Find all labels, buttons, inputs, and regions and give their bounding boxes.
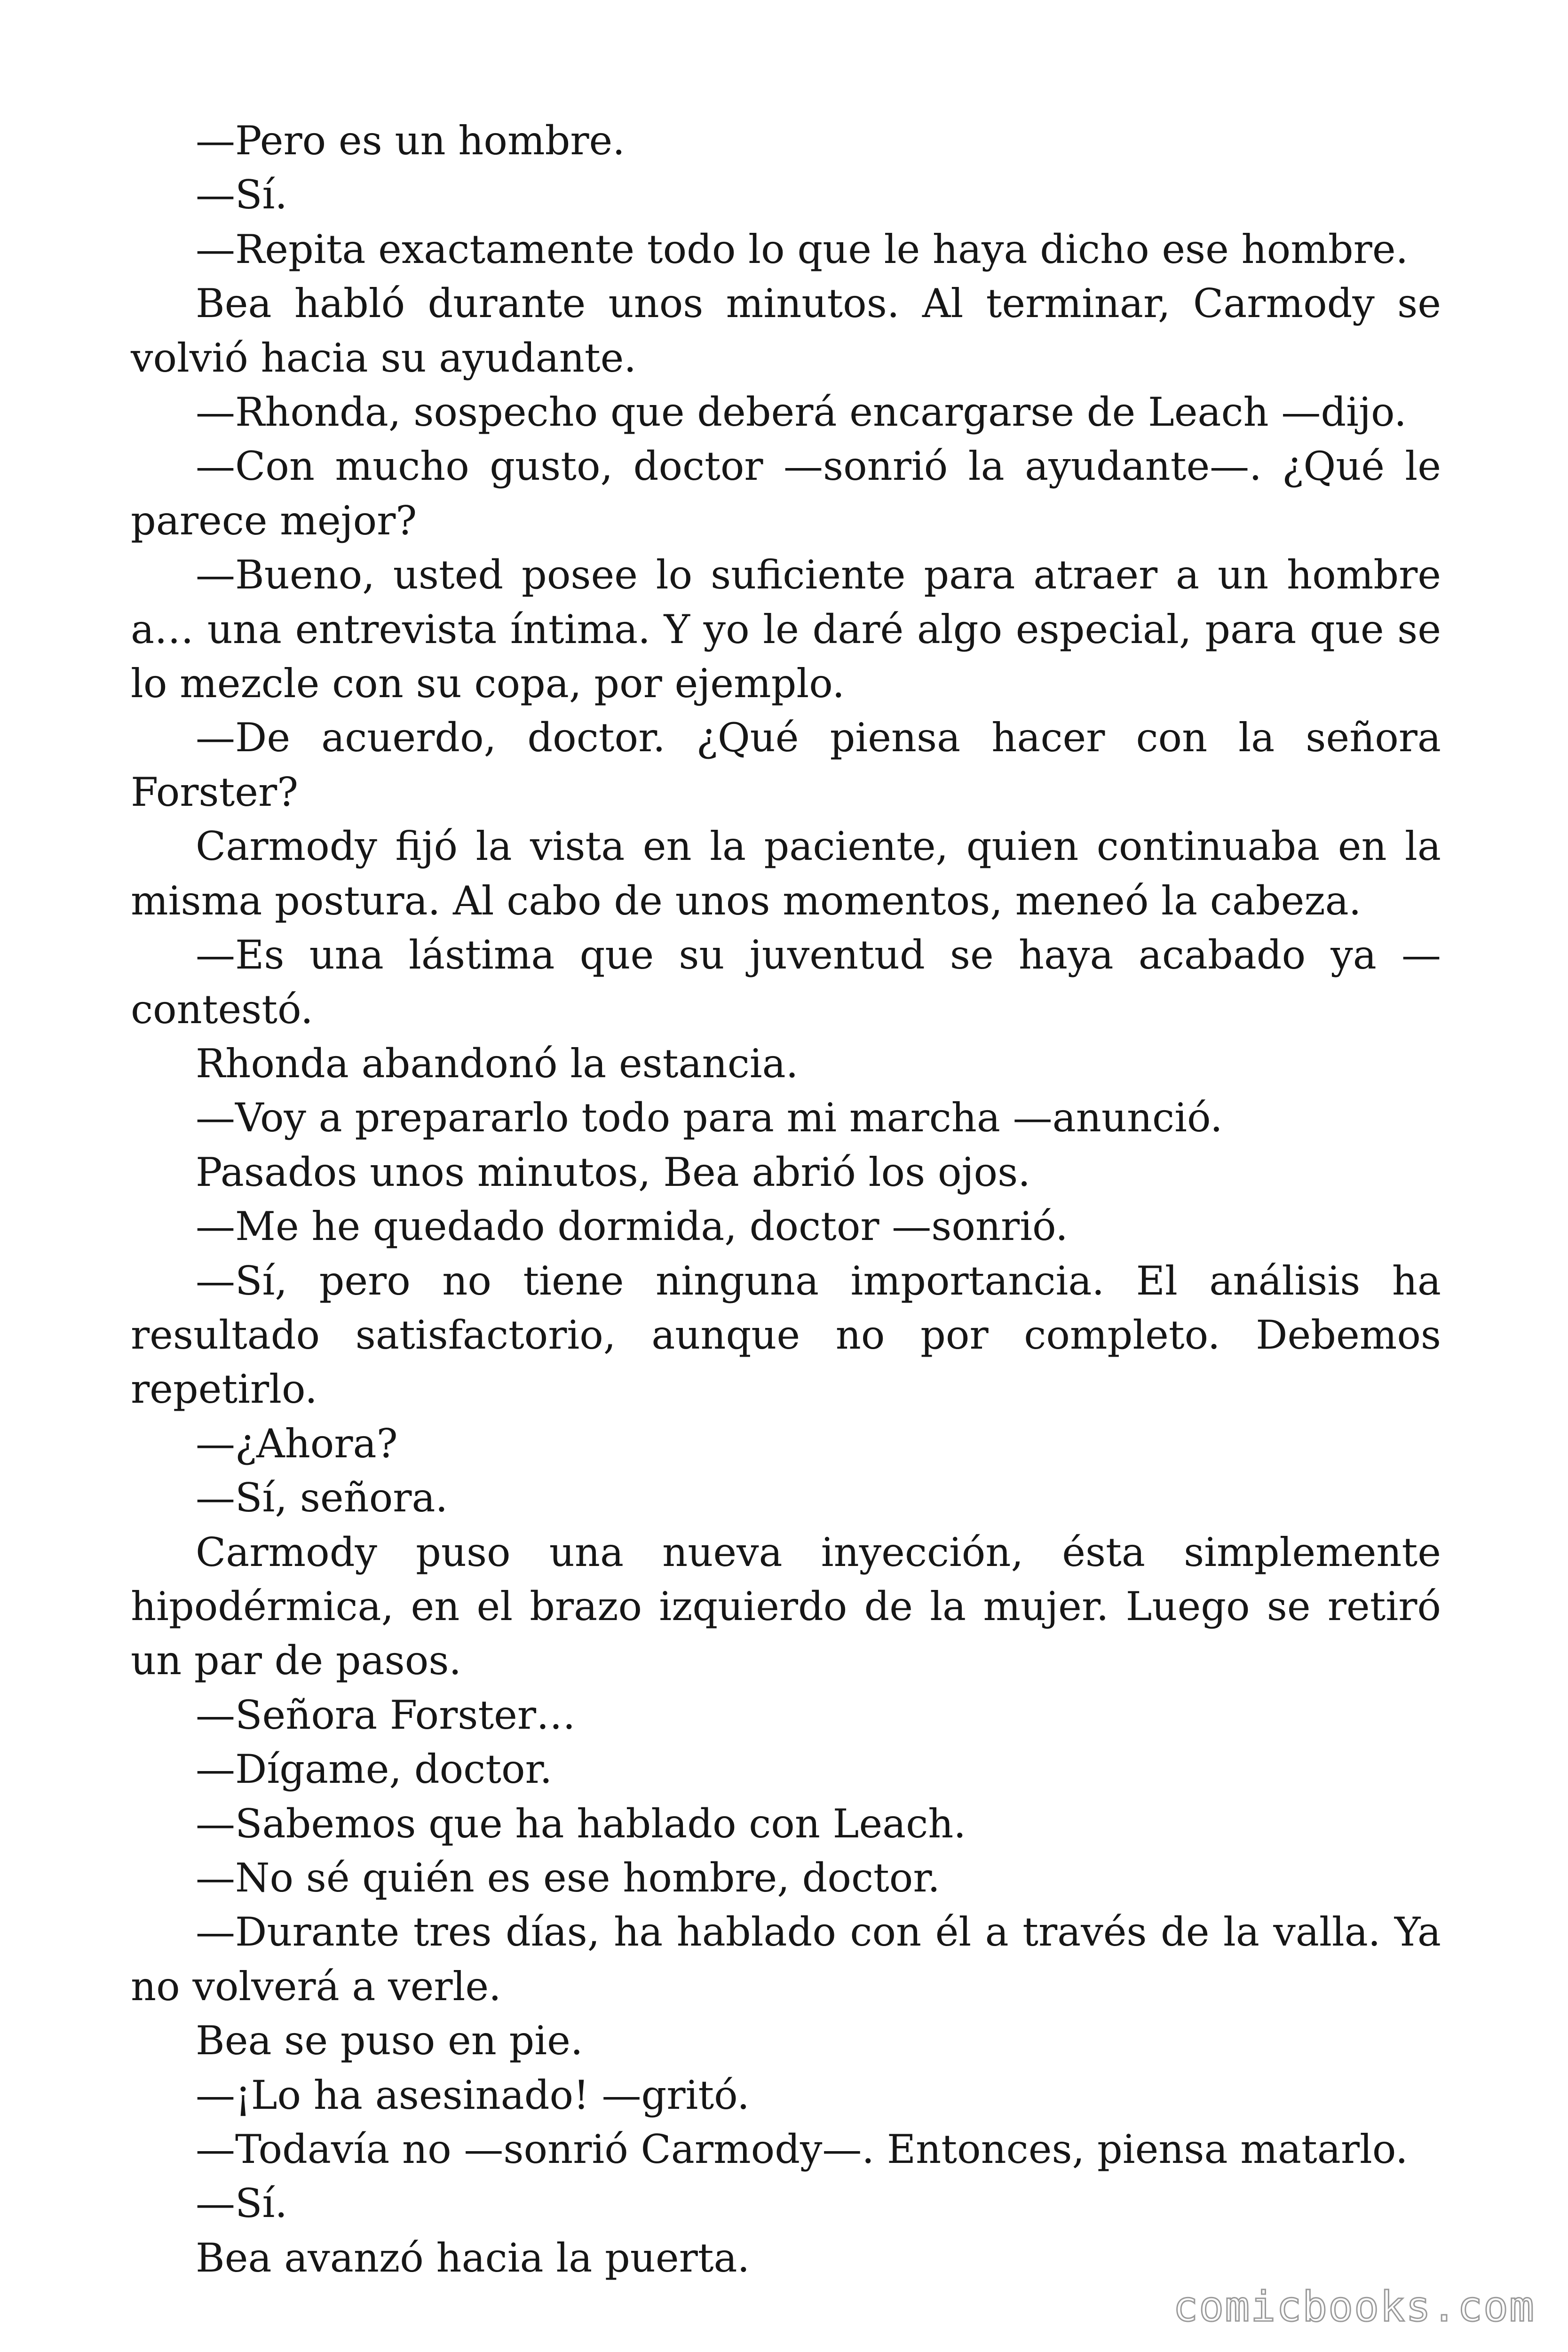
paragraph: —Todavía no —sonrió Carmody—. Entonces, piensa matarlo. <box>196 2126 1408 2173</box>
paragraph: —Repita exactamente todo lo que le haya dicho ese hombre. <box>196 226 1409 272</box>
paragraph: Carmody fijó la vista en la paciente, quien continuaba en la misma postura. Al cabo de unos momentos, meneó la cabeza. <box>131 823 1441 924</box>
paragraph: —Dígame, doctor. <box>196 1746 553 1793</box>
paragraph: Bea se puso en pie. <box>196 2018 583 2064</box>
paragraph: Rhonda abandonó la estancia. <box>196 1040 799 1087</box>
paragraph: —Durante tres días, ha hablado con él a través de la valla. Ya no volverá a verle. <box>131 1909 1441 2010</box>
paragraph: Bea avanzó hacia la puerta. <box>196 2234 750 2281</box>
paragraph: —De acuerdo, doctor. ¿Qué piensa hacer con la señora Forster? <box>131 715 1441 815</box>
paragraph: —Sí. <box>196 172 288 218</box>
paragraph: —Es una lástima que su juventud se haya acabado ya —contestó. <box>131 932 1441 1033</box>
paragraph: —Bueno, usted posee lo suficiente para atraer a un hombre a… una entrevista íntima. Y yo le daré algo especial, para que se lo mezcle con su copa, por ejemplo. <box>131 552 1441 707</box>
paragraph: —¡Lo ha asesinado! —gritó. <box>196 2072 750 2118</box>
paragraph: —Pero es un hombre. <box>196 118 625 164</box>
paragraph: Pasados unos minutos, Bea abrió los ojos. <box>196 1149 1030 1195</box>
paragraph: —Me he quedado dormida, doctor —sonrió. <box>196 1203 1068 1250</box>
paragraph: Bea habló durante unos minutos. Al terminar, Carmody se volvió hacia su ayudante. <box>131 280 1441 381</box>
paragraph: Carmody puso una nueva inyección, ésta simplemente hipodérmica, en el brazo izquierdo de la mujer. Luego se retiró un par de pasos. <box>131 1529 1441 1684</box>
paragraph: —Sabemos que ha hablado con Leach. <box>196 1800 966 1847</box>
paragraph: —Sí, pero no tiene ninguna importancia. El análisis ha resultado satisfactorio, aunque no por completo. Debemos repetirlo. <box>131 1257 1441 1413</box>
paragraph: —Con mucho gusto, doctor —sonrió la ayudante—. ¿Qué le parece mejor? <box>131 443 1441 544</box>
paragraph: —Sí. <box>196 2180 288 2227</box>
watermark: comicbooks.com <box>1173 2282 1535 2331</box>
paragraph: —¿Ahora? <box>196 1420 398 1467</box>
body-text <box>131 114 1441 2285</box>
paragraph: —Rhonda, sospecho que deberá encargarse de Leach —dijo. <box>196 389 1407 436</box>
paragraph: —Señora Forster… <box>196 1692 576 1738</box>
paragraph: —Voy a prepararlo todo para mi marcha —anunció. <box>196 1095 1223 1141</box>
paragraph: —Sí, señora. <box>196 1475 448 1521</box>
paragraph: —No sé quién es ese hombre, doctor. <box>196 1855 940 1901</box>
